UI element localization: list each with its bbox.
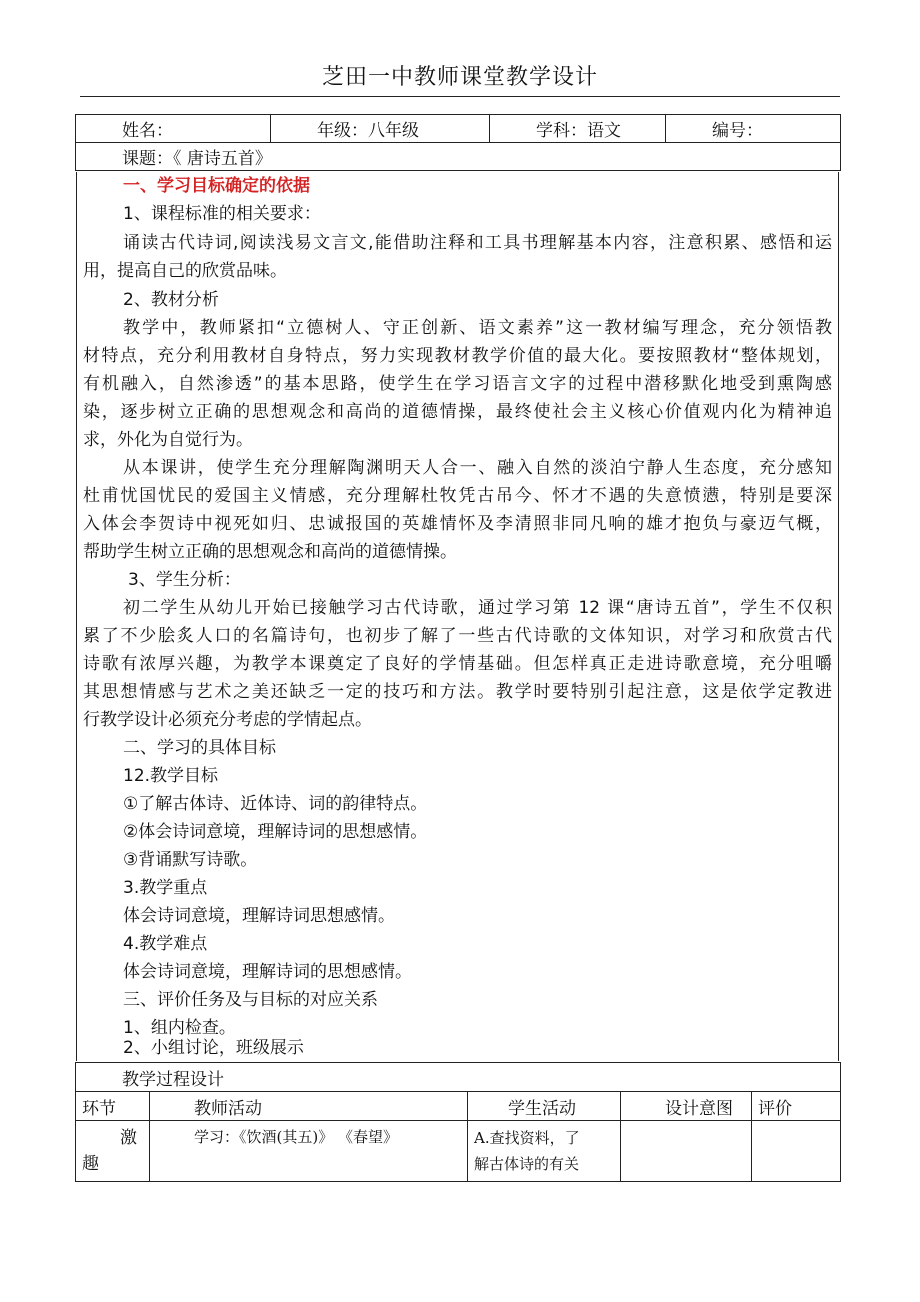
process-table: [75, 1062, 841, 1182]
subject-label: 学科：语文: [536, 121, 621, 141]
subheading: 12.教学目标: [123, 766, 219, 786]
process-title-row: [76, 1063, 841, 1092]
info-row: [76, 115, 841, 143]
col-header-section: 环节: [76, 1092, 150, 1121]
paragraph-line: 体会诗词意境，理解诗词思想感情。: [123, 906, 395, 926]
paragraph-line: 其思想情感与艺术之美还缺乏一定的技巧和方法。教学时要特别引起注意，这是依学定教进: [83, 682, 832, 702]
grade-cell: [271, 115, 490, 143]
topic-label: 课题：《 唐诗五首》: [122, 149, 272, 169]
section-cell: 激 趣: [76, 1121, 150, 1182]
subheading: 2、教材分析: [123, 290, 219, 310]
topic-row: [76, 143, 841, 171]
paragraph-line: 从本课讲，使学生充分理解陶渊明天人合一、融入自然的淡泊宁静人生态度，充分感知: [123, 458, 832, 478]
paragraph-line: 杜甫忧国忧民的爱国主义情感，充分理解杜牧凭古吊今、怀才不遇的失意愤懑，特别是要深: [83, 486, 832, 506]
paragraph-line: 体会诗词意境，理解诗词的思想感情。: [123, 962, 412, 982]
paragraph-line: 用，提高自己的欣赏品味。: [83, 261, 287, 281]
list-item: 2、小组讨论，班级展示: [123, 1038, 304, 1058]
col-header-student: 学生活动: [468, 1092, 621, 1121]
col-header-eval: 评价: [752, 1092, 841, 1121]
process-header-row: [76, 1092, 841, 1121]
topic-cell: [76, 143, 841, 171]
table-row: [76, 1121, 841, 1182]
section-heading: 三、评价任务及与目标的对应关系: [123, 990, 378, 1010]
page-title: 芝田一中教师课堂教学设计: [321, 65, 598, 90]
name-cell: [76, 115, 271, 143]
paragraph-line: 初二学生从幼儿开始已接触学习古代诗歌，通过学习第 12 课“唐诗五首”，学生不仅积: [123, 598, 832, 618]
paragraph-line: 材特点，充分利用教材自身特点，努力实现教材教学价值的最大化。要按照教材“整体规划，: [83, 346, 832, 366]
grade-label: 年级：八年级: [317, 121, 419, 141]
subheading: 3.教学重点: [123, 878, 208, 898]
design-content: [76, 172, 839, 1061]
paragraph-line: 染，逐步树立正确的思想观念和高尚的道德情操，最终使社会主义核心价值观内化为精神追: [83, 402, 832, 422]
paragraph-line: 求，外化为自觉行为。: [83, 430, 253, 450]
paragraph-line: 行教学设计必须充分考虑的学情起点。: [83, 710, 372, 730]
paragraph-line: 有机融入，自然渗透”的基本思路，使学生在学习语言文字的过程中潜移默化地受到熏陶感: [83, 374, 832, 394]
subheading: 4.教学难点: [123, 934, 208, 954]
intent-cell: [621, 1121, 752, 1182]
list-item: ①了解古体诗、近体诗、词的韵律特点。: [123, 794, 428, 814]
col-header-teacher: 教师活动: [150, 1092, 468, 1121]
paragraph-line: 帮助学生树立正确的思想观念和高尚的道德情操。: [83, 542, 457, 562]
list-item: ②体会诗词意境，理解诗词的思想感情。: [123, 822, 428, 842]
paragraph-line: 教学中，教师紧扣“立德树人、守正创新、语文素养”这一教材编写理念，充分领悟教: [123, 318, 832, 338]
eval-cell: [752, 1121, 841, 1182]
paragraph-line: 诵读古代诗词,阅读浅易文言文,能借助注释和工具书理解基本内容，注意积累、感悟和运: [123, 233, 832, 253]
number-label: 编号：: [712, 121, 763, 141]
student-cell: A.查找资料，了 解古体诗的有关: [468, 1121, 621, 1182]
subheading: 3、学生分析：: [128, 570, 241, 590]
subheading: 1、课程标准的相关要求：: [123, 204, 321, 224]
teacher-cell: 学习：《饮酒(其五)》 《春望》: [150, 1121, 468, 1182]
subject-cell: [490, 115, 666, 143]
process-title-cell: [76, 1063, 841, 1092]
paragraph-line: 累了不少脍炙人口的名篇诗句，也初步了解了一些古代诗歌的文体知识，对学习和欣赏古代: [83, 626, 832, 646]
list-item: 1、组内检查。: [123, 1018, 236, 1038]
paragraph-line: 入体会李贺诗中视死如归、忠诚报国的英雄情怀及李清照非同凡响的雄才抱负与豪迈气概，: [83, 514, 832, 534]
number-cell: [666, 115, 841, 143]
col-header-intent: 设计意图: [621, 1092, 752, 1121]
paragraph-line: 诗歌有浓厚兴趣，为教学本课奠定了良好的学情基础。但怎样真正走进诗歌意境，充分咀嚼: [83, 654, 832, 674]
header-table: [75, 114, 841, 171]
section-heading: 二、学习的具体目标: [123, 738, 276, 758]
title-underline: [80, 96, 840, 97]
process-title: 教学过程设计: [122, 1069, 224, 1090]
name-label: 姓名：: [122, 121, 173, 141]
list-item: ③背诵默写诗歌。: [123, 850, 258, 870]
section-heading: 一、学习目标确定的依据: [123, 176, 310, 196]
